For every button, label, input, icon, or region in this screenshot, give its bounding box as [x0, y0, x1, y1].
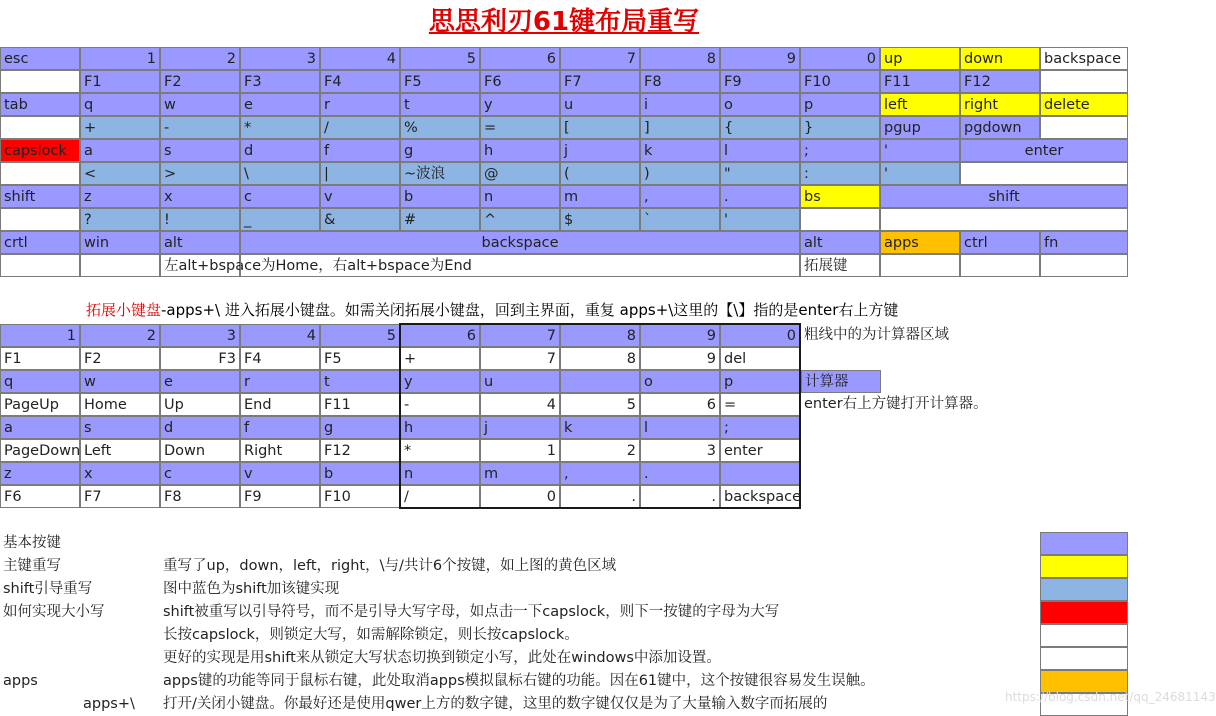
ext-key-r1-c5: + [400, 347, 480, 370]
ext-key-r7-c5: / [400, 485, 480, 508]
main-key-r4-c9: l [720, 139, 800, 162]
ext-key-r6-c4: b [320, 462, 400, 485]
main-key-r8-c6: ctrl [960, 231, 1040, 254]
main-key-r3-c7: [ [560, 116, 640, 139]
main-key-r0-c2: 2 [160, 47, 240, 70]
main-key-r2-c3: e [240, 93, 320, 116]
legend-desc-0 [160, 532, 1040, 555]
ext-key-r0-c7: 8 [560, 324, 640, 347]
main-key-r7-c1: ? [80, 208, 160, 231]
ext-key-r5-c1: Left [80, 439, 160, 462]
main-key-r0-c10: 0 [800, 47, 880, 70]
main-key-r3-c12: pgdown [960, 116, 1040, 139]
main-key-r8-c7: fn [1040, 231, 1128, 254]
ext-key-r3-c4: F11 [320, 393, 400, 416]
main-key-r6-c0: shift [0, 185, 80, 208]
legend-swatch-2 [1040, 578, 1128, 601]
main-key-r0-c11: up [880, 47, 960, 70]
main-key-r7-c6: ^ [480, 208, 560, 231]
ext-key-r6-c6: m [480, 462, 560, 485]
main-key-r7-c7: $ [560, 208, 640, 231]
main-key-r5-c10: : [800, 162, 880, 185]
note-text: -apps+\ 进入拓展小键盘。如需关闭拓展小键盘，回到主界面，重复 apps+\这里的【\】指的是enter右上方键 [161, 301, 899, 319]
main-key-r5-c5: ~波浪 [400, 162, 480, 185]
main-key-r6-c11: shift [880, 185, 1128, 208]
ext-key-r0-c1: 2 [80, 324, 160, 347]
ext-key-r5-c7: 2 [560, 439, 640, 462]
ext-key-r2-c5: y [400, 370, 480, 393]
ext-key-r7-c2: F8 [160, 485, 240, 508]
ext-key-r2-c9: p [720, 370, 800, 393]
main-key-r1-c10: F10 [800, 70, 880, 93]
main-key-r6-c3: c [240, 185, 320, 208]
main-key-r2-c12: right [960, 93, 1040, 116]
main-key-r1-c6: F6 [480, 70, 560, 93]
ext-key-r2-c2: e [160, 370, 240, 393]
main-key-r3-c11: pgup [880, 116, 960, 139]
main-key-r6-c4: v [320, 185, 400, 208]
main-key-r4-c7: j [560, 139, 640, 162]
ext-key-r4-c8: l [640, 416, 720, 439]
ext-key-r5-c6: 1 [480, 439, 560, 462]
legend-desc-3: shift被重写以引导符号，而不是引导大写字母，如点击一下capslock，则下一按键的字母为大写 [163, 604, 780, 620]
main-key-r0-c7: 7 [560, 47, 640, 70]
main-key-r2-c7: u [560, 93, 640, 116]
main-key-r6-c9: . [720, 185, 800, 208]
ext-key-r1-c2: F3 [160, 347, 240, 370]
ext-key-r4-c6: j [480, 416, 560, 439]
ext-key-r5-c4: F12 [320, 439, 400, 462]
main-key-r0-c3: 3 [240, 47, 320, 70]
main-key-r1-c3: F3 [240, 70, 320, 93]
legend-swatch-0 [1040, 532, 1128, 555]
ext-key-r4-c0: a [0, 416, 80, 439]
ext-key-r1-c9: del [720, 347, 800, 370]
legend-desc-5: 更好的实现是用shift来从锁定大写状态切换到锁定小写，此处在windows中添加设置。 [163, 650, 721, 666]
legend-desc-4: 长按capslock，则锁定大写，如需解除锁定，则长按capslock。 [163, 627, 579, 643]
ext-key-r6-c1: x [80, 462, 160, 485]
legend-desc-6: apps键的功能等同于鼠标右键，此处取消apps模拟鼠标右键的功能。因在61键中，这个按键很容易发生误触。 [163, 673, 875, 689]
main-key-r1-c7: F7 [560, 70, 640, 93]
main-key-r6-c8: , [640, 185, 720, 208]
main-key-r2-c0: tab [0, 93, 80, 116]
legend-swatch-4 [1040, 624, 1128, 647]
ext-key-r1-c1: F2 [80, 347, 160, 370]
main-key-r3-c9: { [720, 116, 800, 139]
main-key-r6-c10: bs [800, 185, 880, 208]
ext-key-r3-c9: = [720, 393, 800, 416]
legend-swatch-3 [1040, 601, 1128, 624]
ext-key-r5-c8: 3 [640, 439, 720, 462]
ext-key-r2-c0: q [0, 370, 80, 393]
legend-swatch-5 [1040, 647, 1128, 670]
ext-key-r7-c0: F6 [0, 485, 80, 508]
main-key-r9-c3 [240, 254, 800, 277]
main-key-r1-c12: F12 [960, 70, 1040, 93]
main-key-r2-c2: w [160, 93, 240, 116]
main-key-r6-c2: x [160, 185, 240, 208]
main-key-r8-c4: alt [800, 231, 880, 254]
main-key-r2-c13: delete [1040, 93, 1128, 116]
main-key-r2-c6: y [480, 93, 560, 116]
ext-key-r0-c9: 0 [720, 324, 800, 347]
main-key-r7-c9: ' [720, 208, 800, 231]
ext-key-r3-c6: 4 [480, 393, 560, 416]
main-key-r3-c8: ] [640, 116, 720, 139]
main-key-r1-c9: F9 [720, 70, 800, 93]
ext-key-r7-c3: F9 [240, 485, 320, 508]
main-key-r0-c4: 4 [320, 47, 400, 70]
note-prefix: 拓展小键盘 [86, 301, 162, 319]
main-key-r9-c4: 拓展键 [800, 254, 880, 277]
ext-key-r7-c1: F7 [80, 485, 160, 508]
legend-label-4 [0, 624, 160, 647]
main-key-r1-c11: F11 [880, 70, 960, 93]
ext-key-r6-c7: , [560, 462, 640, 485]
ext-key-r0-c5: 6 [400, 324, 480, 347]
ext-key-r0-c6: 7 [480, 324, 560, 347]
ext-key-r4-c1: s [80, 416, 160, 439]
main-key-r0-c5: 5 [400, 47, 480, 70]
side-note-enter-key: enter右上方键打开计算器。 [804, 396, 988, 412]
ext-key-r0-c8: 9 [640, 324, 720, 347]
main-key-r3-c5: % [400, 116, 480, 139]
main-key-r3-c13 [1040, 116, 1128, 139]
side-note-calculator-key: 计算器 [801, 370, 881, 393]
main-key-r2-c10: p [800, 93, 880, 116]
main-key-r0-c1: 1 [80, 47, 160, 70]
ext-key-r4-c2: d [160, 416, 240, 439]
main-key-r2-c9: o [720, 93, 800, 116]
main-key-r0-c6: 6 [480, 47, 560, 70]
main-key-r7-c3: _ [240, 208, 320, 231]
ext-key-r1-c7: 8 [560, 347, 640, 370]
ext-key-r7-c4: F10 [320, 485, 400, 508]
ext-key-r0-c4: 5 [320, 324, 400, 347]
ext-key-r5-c9: enter [720, 439, 800, 462]
main-key-r6-c7: m [560, 185, 640, 208]
main-key-r5-c8: ) [640, 162, 720, 185]
ext-key-r5-c0: PageDown [0, 439, 80, 462]
ext-key-r3-c5: - [400, 393, 480, 416]
main-key-r7-c2: ! [160, 208, 240, 231]
main-key-r8-c0: crtl [0, 231, 80, 254]
ext-key-r1-c6: 7 [480, 347, 560, 370]
legend-desc-1: 重写了up，down，left，right，\与/共计6个按键，如上图的黄色区域 [163, 558, 617, 574]
watermark: https://blog.csdn.net/qq_24681143 [1005, 690, 1216, 704]
ext-key-r4-c4: g [320, 416, 400, 439]
main-key-r9-c1 [80, 254, 160, 277]
main-key-r0-c12: down [960, 47, 1040, 70]
ext-key-r1-c0: F1 [0, 347, 80, 370]
side-note-calculator-region: 粗线中的为计算器区域 [804, 327, 949, 343]
main-key-r7-c8: ` [640, 208, 720, 231]
main-key-r4-c2: s [160, 139, 240, 162]
main-key-r1-c13 [1040, 70, 1128, 93]
legend-label-0: 基本按键 [3, 535, 61, 551]
ext-key-r7-c9: backspace [720, 485, 800, 508]
main-key-r1-c5: F5 [400, 70, 480, 93]
ext-key-r1-c3: F4 [240, 347, 320, 370]
ext-key-r3-c8: 6 [640, 393, 720, 416]
ext-key-r4-c9: ; [720, 416, 800, 439]
main-key-r5-c0 [0, 162, 80, 185]
main-key-r1-c0 [0, 70, 80, 93]
ext-key-r6-c2: c [160, 462, 240, 485]
ext-key-r1-c8: 9 [640, 347, 720, 370]
ext-key-r6-c3: v [240, 462, 320, 485]
main-key-r5-c12 [960, 162, 1128, 185]
ext-key-r3-c2: Up [160, 393, 240, 416]
main-key-r5-c6: @ [480, 162, 560, 185]
main-key-r3-c6: = [480, 116, 560, 139]
main-key-r7-c11 [880, 208, 1128, 231]
ext-key-r4-c5: h [400, 416, 480, 439]
legend-label-7: apps+\ [83, 696, 135, 712]
main-key-r3-c10: } [800, 116, 880, 139]
main-key-r6-c6: n [480, 185, 560, 208]
main-key-r4-c5: g [400, 139, 480, 162]
main-key-r3-c0 [0, 116, 80, 139]
legend-desc-2: 图中蓝色为shift加该键实现 [163, 581, 340, 597]
ext-key-r4-c7: k [560, 416, 640, 439]
main-key-r4-c12: enter [960, 139, 1128, 162]
main-key-r8-c2: alt [160, 231, 240, 254]
main-key-r8-c1: win [80, 231, 160, 254]
main-key-r1-c1: F1 [80, 70, 160, 93]
main-key-r0-c8: 8 [640, 47, 720, 70]
ext-key-r6-c5: n [400, 462, 480, 485]
ext-key-r2-c1: w [80, 370, 160, 393]
main-key-r0-c9: 9 [720, 47, 800, 70]
legend-label-5 [0, 647, 160, 670]
ext-key-r2-c3: r [240, 370, 320, 393]
ext-key-r0-c3: 4 [240, 324, 320, 347]
main-key-r4-c8: k [640, 139, 720, 162]
main-key-r4-c3: d [240, 139, 320, 162]
ext-key-r6-c8: . [640, 462, 720, 485]
main-key-r7-c10 [800, 208, 880, 231]
ext-key-r0-c0: 1 [0, 324, 80, 347]
main-key-r9-c5 [880, 254, 960, 277]
ext-key-r3-c1: Home [80, 393, 160, 416]
ext-key-r5-c2: Down [160, 439, 240, 462]
main-key-r3-c2: - [160, 116, 240, 139]
legend-label-2: shift引导重写 [3, 581, 93, 597]
main-key-r4-c0: capslock [0, 139, 80, 162]
ext-key-r1-c4: F5 [320, 347, 400, 370]
ext-key-r2-c7 [560, 370, 640, 393]
main-key-r5-c2: > [160, 162, 240, 185]
main-key-r6-c5: b [400, 185, 480, 208]
ext-key-r5-c5: * [400, 439, 480, 462]
main-key-r3-c3: * [240, 116, 320, 139]
main-key-r7-c0 [0, 208, 80, 231]
main-key-r8-c3: backspace [240, 231, 800, 254]
ext-key-r2-c8: o [640, 370, 720, 393]
main-key-r2-c5: t [400, 93, 480, 116]
ext-key-r5-c3: Right [240, 439, 320, 462]
main-key-r5-c4: | [320, 162, 400, 185]
main-key-r4-c4: f [320, 139, 400, 162]
main-key-r8-c5: apps [880, 231, 960, 254]
main-key-r2-c1: q [80, 93, 160, 116]
main-key-r5-c11: ' [880, 162, 960, 185]
main-key-r2-c11: left [880, 93, 960, 116]
main-key-r5-c9: " [720, 162, 800, 185]
main-key-r5-c7: ( [560, 162, 640, 185]
main-key-r9-c2: 左alt+bspace为Home，右alt+bspace为End [160, 254, 240, 277]
ext-key-r0-c2: 3 [160, 324, 240, 347]
main-key-r1-c8: F8 [640, 70, 720, 93]
main-key-r5-c1: < [80, 162, 160, 185]
ext-key-r2-c4: t [320, 370, 400, 393]
ext-key-r3-c3: End [240, 393, 320, 416]
ext-key-r4-c3: f [240, 416, 320, 439]
legend-label-1: 主键重写 [3, 558, 61, 574]
main-key-r4-c6: h [480, 139, 560, 162]
main-key-r2-c4: r [320, 93, 400, 116]
ext-key-r6-c9 [720, 462, 800, 485]
ext-key-r7-c8: . [640, 485, 720, 508]
main-key-r7-c5: # [400, 208, 480, 231]
page-title: 思思利刃61键布局重写 [428, 7, 700, 37]
ext-key-r7-c6: 0 [480, 485, 560, 508]
ext-key-r3-c0: PageUp [0, 393, 80, 416]
main-key-r4-c1: a [80, 139, 160, 162]
main-key-r6-c1: z [80, 185, 160, 208]
legend-swatch-1 [1040, 555, 1128, 578]
ext-key-r6-c0: z [0, 462, 80, 485]
main-key-r1-c2: F2 [160, 70, 240, 93]
main-key-r4-c10: ; [800, 139, 880, 162]
ext-key-r3-c7: 5 [560, 393, 640, 416]
main-key-r3-c4: / [320, 116, 400, 139]
ext-key-r7-c7: . [560, 485, 640, 508]
main-key-r7-c4: & [320, 208, 400, 231]
main-key-r9-c6 [960, 254, 1040, 277]
main-key-r2-c8: i [640, 93, 720, 116]
main-key-r0-c13: backspace [1040, 47, 1128, 70]
main-key-r1-c4: F4 [320, 70, 400, 93]
legend-desc-7: 打开/关闭小键盘。你最好还是使用qwer上方的数字键，这里的数字键仅仅是为了大量输入数字而拓展的 [163, 696, 828, 712]
main-key-r9-c0 [0, 254, 80, 277]
main-key-r0-c0: esc [0, 47, 80, 70]
ext-key-r2-c6: u [480, 370, 560, 393]
legend-label-6: apps [3, 673, 38, 689]
main-key-r5-c3: \ [240, 162, 320, 185]
main-key-r4-c11: ' [880, 139, 960, 162]
main-key-r3-c1: + [80, 116, 160, 139]
legend-label-3: 如何实现大小写 [3, 604, 105, 620]
extension-note [86, 299, 898, 322]
main-key-r9-c7 [1040, 254, 1128, 277]
